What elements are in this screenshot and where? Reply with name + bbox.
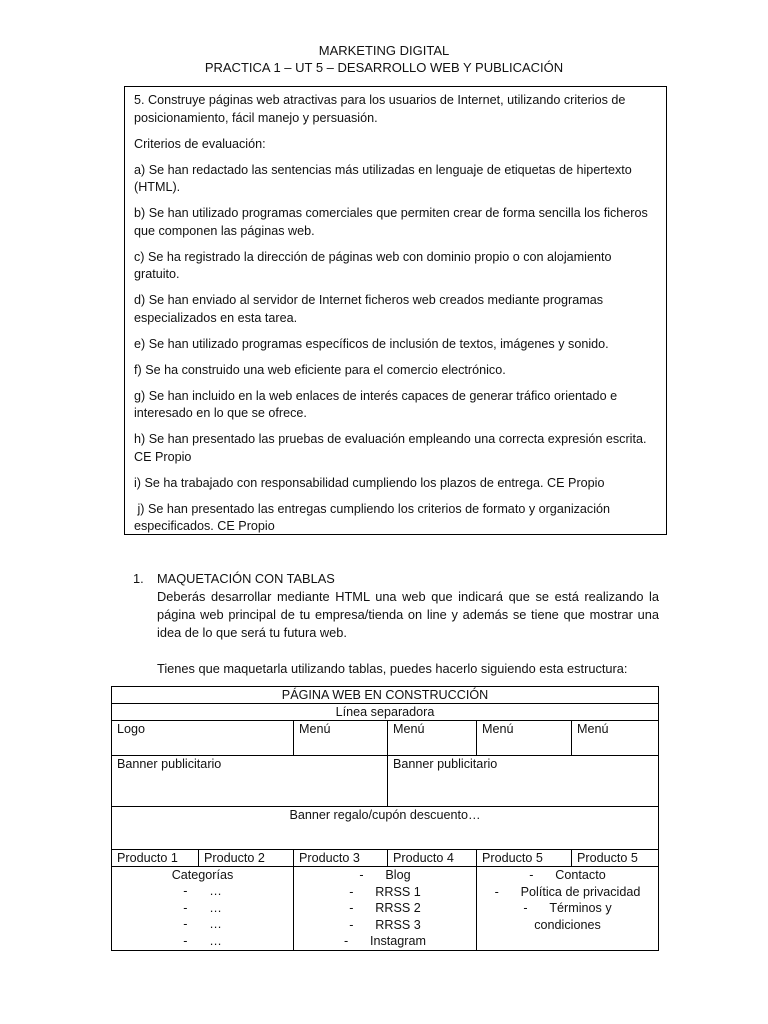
- logo-cell: Logo: [112, 721, 294, 756]
- criterion-j: j) Se han presentado las entregas cumpliendo los criterios de formato y organización especificados. CE Propio: [134, 501, 614, 533]
- section-body: [157, 588, 659, 678]
- list-item: - …: [183, 884, 222, 898]
- list-item: - …: [183, 900, 222, 915]
- under-construction-cell: PÁGINA WEB EN CONSTRUCCIÓN: [112, 687, 659, 704]
- criterion-e: e) Se han utilizado programas específicos de inclusión de textos, imágenes y sonido.: [134, 336, 609, 351]
- criterion-f: f) Se ha construido una web eficiente para el comercio electrónico.: [134, 362, 506, 377]
- table-row: [112, 807, 659, 850]
- banner-cell: Banner publicitario: [112, 756, 388, 807]
- table-row: [112, 756, 659, 807]
- criterion-a: a) Se han redactado las sentencias más utilizadas en lenguaje de etiquetas de hipertexto (HTML).: [134, 162, 632, 194]
- criterion-h: h) Se han presentado las pruebas de evaluación empleando una correcta expresión escrita. CE Propio: [134, 432, 647, 464]
- list-item: - Instagram: [344, 934, 426, 948]
- table-row: [112, 704, 659, 721]
- info-links-cell: [477, 867, 659, 951]
- criteria-heading: Criterios de evaluación:: [134, 136, 266, 151]
- product-cell: Producto 5: [572, 850, 659, 867]
- menu-cell: Menú: [477, 721, 572, 756]
- menu-cell: Menú: [572, 721, 659, 756]
- list-item: - Política de privacidad: [494, 884, 641, 899]
- blog-social-list: [299, 867, 471, 950]
- table-row: [112, 850, 659, 867]
- section-paragraph: Deberás desarrollar mediante HTML una web que indicará que se está realizando la página web principal de tu empresa/tienda on line y además se tiene que mostrar una idea de lo que será tu futura web.: [157, 589, 659, 640]
- page-structure-table: [111, 686, 659, 951]
- criterion-b: b) Se han utilizado programas comerciales que permiten crear de forma sencilla los ficheros que componen las páginas web.: [134, 206, 648, 238]
- section-title: MAQUETACIÓN CON TABLAS: [157, 571, 335, 586]
- banner-cell: Banner publicitario: [388, 756, 659, 807]
- menu-cell: Menú: [388, 721, 477, 756]
- blog-social-cell: [294, 867, 477, 951]
- info-links-list: [482, 867, 653, 933]
- list-item: - Blog: [359, 868, 411, 882]
- categories-title: Categorías: [171, 868, 234, 882]
- section-instruction: Tienes que maquetarla utilizando tablas, puedes hacerlo siguiendo esta estructura:: [157, 661, 628, 676]
- table-row: [112, 867, 659, 951]
- table-row: [112, 687, 659, 704]
- table-row: [112, 721, 659, 756]
- document-subtitle: PRACTICA 1 – UT 5 – DESARROLLO WEB Y PUBLICACIÓN: [204, 60, 564, 75]
- categories-list: [117, 883, 288, 949]
- coupon-banner-cell: Banner regalo/cupón descuento…: [112, 807, 659, 850]
- section-table-layout: [133, 570, 659, 678]
- product-cell: Producto 5: [477, 850, 572, 867]
- evaluation-criteria-box: [124, 86, 667, 535]
- product-cell: Producto 3: [294, 850, 388, 867]
- list-item: - …: [183, 933, 222, 948]
- criterion-c: c) Se ha registrado la dirección de páginas web con dominio propio o con alojamiento gratuito.: [134, 249, 612, 281]
- list-item: - RRSS 3: [349, 917, 421, 932]
- list-item: - Contacto: [529, 868, 606, 882]
- document-header: [0, 42, 768, 76]
- separator-cell: Línea separadora: [112, 704, 659, 721]
- learning-outcome: 5. Construye páginas web atractivas para los usuarios de Internet, utilizando criterios de posicionamiento, fácil manejo y persuasión.: [134, 93, 626, 125]
- list-item: - …: [183, 917, 222, 931]
- product-cell: Producto 2: [199, 850, 294, 867]
- criterion-i: i) Se ha trabajado con responsabilidad cumpliendo los plazos de entrega. CE Propio: [134, 475, 605, 490]
- list-item: - Términos y condiciones: [523, 901, 612, 932]
- categories-cell: [112, 867, 294, 951]
- document-title: MARKETING DIGITAL: [318, 43, 450, 58]
- list-item: - RRSS 1: [349, 884, 421, 899]
- section-number: 1.: [133, 571, 144, 586]
- product-cell: Producto 4: [388, 850, 477, 867]
- menu-cell: Menú: [294, 721, 388, 756]
- criterion-g: g) Se han incluido en la web enlaces de interés capaces de generar tráfico orientado e interesado en lo que se ofrece.: [134, 388, 618, 420]
- product-cell: Producto 1: [112, 850, 199, 867]
- list-item: - RRSS 2: [349, 901, 421, 915]
- criterion-d: d) Se han enviado al servidor de Internet ficheros web creados mediante programas especializados en esta tarea.: [134, 293, 604, 325]
- section-heading: [133, 570, 659, 588]
